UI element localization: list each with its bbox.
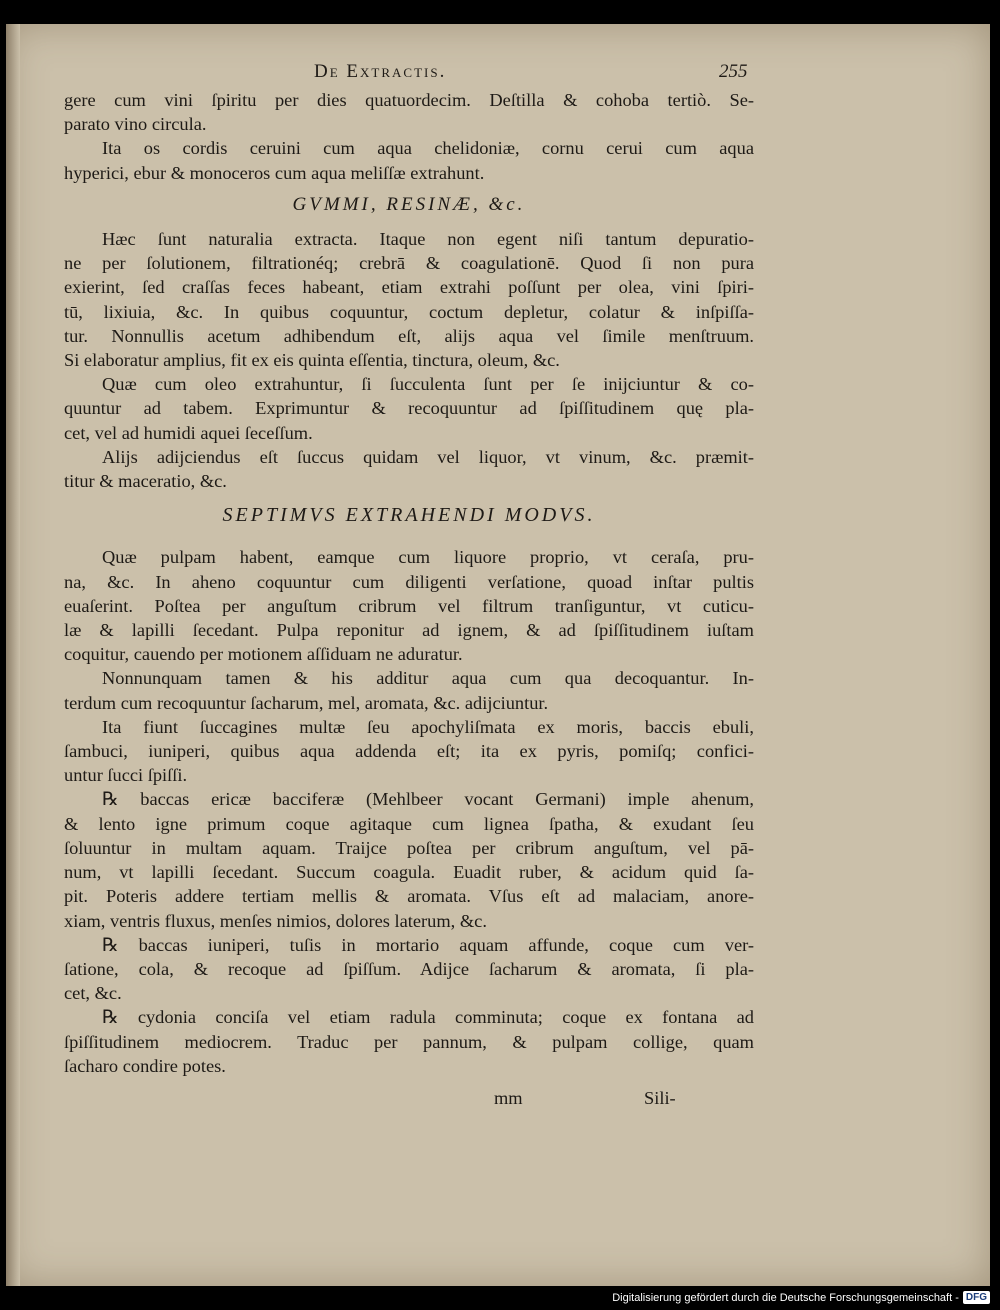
text-line: Si elaboratur amplius, fit ex eis quinta eſſentia, tinctura, oleum, &c. — [64, 350, 560, 371]
text-line: ℞ baccas iuniperi, tuſis in mortario aquam affunde, coque cum ver- — [102, 934, 754, 955]
text-line: læ & lapilli ſecedant. Pulpa reponitur ad ignem, & ad ſpiſſitudinem iuſtam — [64, 620, 754, 641]
text-block — [64, 60, 754, 1116]
text-line: coquitur, cauendo per motionem aſſiduam ne aduratur. — [64, 644, 463, 665]
text-line: parato vino circula. — [64, 114, 207, 135]
text-line: tū, lixiuia, &c. In quibus coquuntur, coctum depletur, colatur & inſpiſſa- — [64, 301, 754, 322]
running-title: De Extractis. — [314, 61, 447, 82]
credit-text: Digitalisierung gefördert durch die Deutsche Forschungsgemeinschaft - — [612, 1291, 959, 1304]
text-line: cet, &c. — [64, 983, 122, 1004]
text-line: exierint, ſed craſſas feces habeant, etiam extrahi poſſunt per olea, vini ſpiri- — [64, 277, 754, 298]
text-line: ℞ baccas ericæ bacciferæ (Mehlbeer vocant Germani) imple ahenum, — [102, 789, 754, 810]
text-line: & lento igne primum coque agitaque cum lignea ſpatha, & exudant ſeu — [64, 813, 754, 834]
text-line: gere cum vini ſpiritu per dies quatuordecim. Deſtilla & cohoba tertiò. Se- — [64, 90, 754, 110]
text-line: ℞ cydonia conciſa vel etiam radula comminuta; coque ex fontana ad — [102, 1007, 754, 1028]
page-gutter-shadow — [6, 24, 20, 1286]
catchword: Sili- — [644, 1087, 676, 1108]
text-line: euaſerint. Poſtea per anguſtum cribrum vel filtrum tranſiguntur, vt cuticu- — [64, 595, 754, 616]
text-line: Alijs adijciendus eſt ſuccus quidam vel liquor, vt vinum, &c. præmit- — [102, 446, 754, 467]
text-line: ſoluuntur in multam aquam. Traijce poſtea per cribrum anguſtum, vel pā- — [64, 837, 754, 858]
text-line: Ita os cordis ceruini cum aqua chelidoniæ, cornu cerui cum aqua — [102, 138, 754, 159]
text-line: na, &c. In aheno coquuntur cum diligenti verſatione, quoad inſtar pultis — [64, 571, 754, 592]
text-line: cet, vel ad humidi aquei ſeceſſum. — [64, 422, 313, 443]
book-page — [6, 24, 990, 1286]
text-line: Hæc ſunt naturalia extracta. Itaque non egent niſi tantum depuratio- — [102, 229, 754, 250]
page-foot — [64, 1086, 754, 1116]
text-line: ne per ſolutionem, filtrationéq; crebrā & coagulationē. Quod ſi non pura — [64, 253, 754, 274]
running-head — [64, 60, 754, 88]
digitization-credit — [612, 1291, 990, 1304]
text-line: Quæ pulpam habent, eamque cum liquore proprio, vt ceraſa, pru- — [102, 547, 754, 568]
text-line: untur ſucci ſpiſſi. — [64, 765, 188, 786]
signature-mark: mm — [494, 1087, 523, 1108]
text-line: xiam, ventris fluxus, menſes nimios, dolores laterum, &c. — [64, 910, 487, 931]
text-line: terdum cum recoquuntur ſacharum, mel, aromata, &c. adijciuntur. — [64, 692, 549, 713]
section-heading: GVMMI, RESINÆ, &c. — [292, 193, 526, 215]
section-heading: SEPTIMVS EXTRAHENDI MODVS. — [222, 504, 596, 527]
text-line: ſatione, cola, & recoque ad ſpiſſum. Adijce ſacharum & aromata, ſi pla- — [64, 958, 754, 979]
dfg-logo: DFG — [963, 1291, 990, 1304]
text-line: ſambuci, iuniperi, quibus aqua addenda eſt; ita ex pyris, pomiſq; confici- — [64, 741, 754, 762]
text-line: Quæ cum oleo extrahuntur, ſi ſucculenta ſunt per ſe inijciuntur & co- — [102, 374, 754, 395]
text-line: ſpiſſitudinem mediocrem. Traduc per pannum, & pulpam collige, quam — [64, 1031, 754, 1052]
text-line: quuntur ad tabem. Exprimuntur & recoquuntur ad ſpiſſitudinem quę pla- — [64, 398, 754, 419]
text-line: hyperici, ebur & monoceros cum aqua meliſſæ extrahunt. — [64, 162, 485, 183]
text-line: Nonnunquam tamen & his additur aqua cum qua decoquantur. In- — [102, 668, 754, 689]
text-line: titur & maceratio, &c. — [64, 471, 227, 492]
text-line: num, vt lapilli ſecedant. Succum coagula. Euadit ruber, & acidum quid ſa- — [64, 862, 754, 883]
text-line: ſacharo condire potes. — [64, 1055, 226, 1076]
text-line: Ita fiunt ſuccagines multæ ſeu apochyliſmata ex moris, baccis ebuli, — [102, 716, 754, 737]
text-line: pit. Poteris addere tertiam mellis & aromata. Vſus eſt ad malaciam, anore- — [64, 886, 754, 907]
page-number: 255 — [719, 61, 748, 82]
text-line: tur. Nonnullis acetum adhibendum eſt, alijs aqua vel ſimile menſtruum. — [64, 325, 754, 346]
